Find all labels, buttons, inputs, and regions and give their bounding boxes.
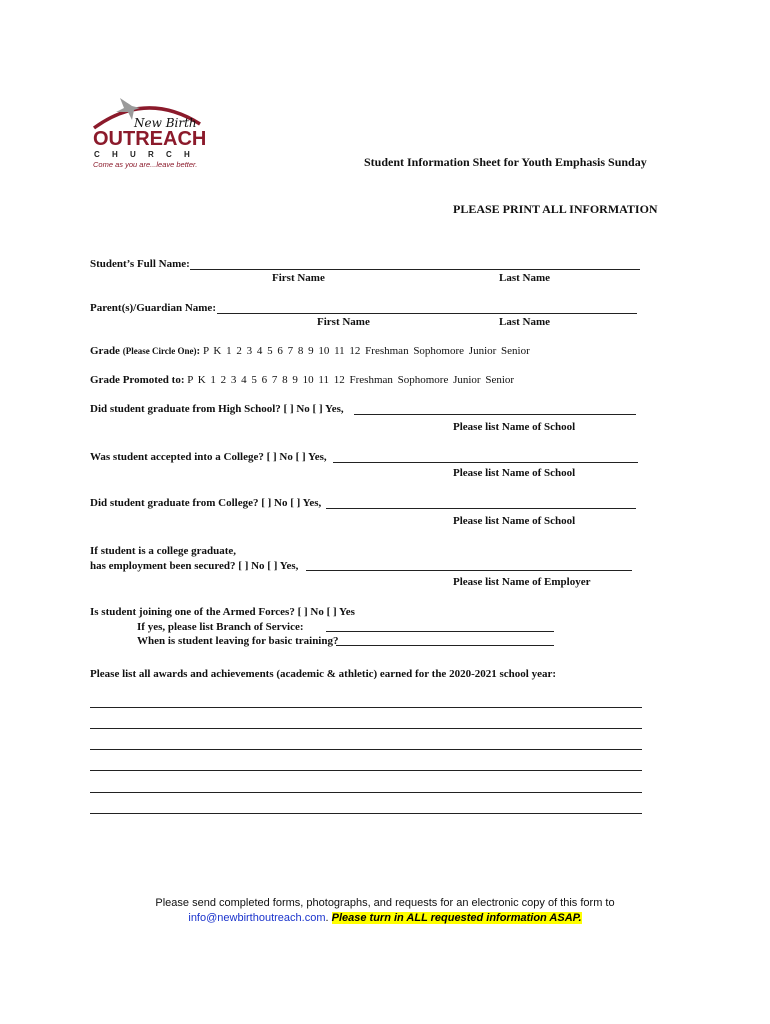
page-subtitle: PLEASE PRINT ALL INFORMATION [453,202,658,216]
guardian-first-caption: First Name [317,316,370,328]
college-grad-line[interactable] [326,508,636,509]
employment-line1: If student is a college graduate, [90,545,237,557]
awards-line[interactable] [90,707,642,708]
college-accept-line[interactable] [333,462,638,463]
student-name-line[interactable] [190,269,640,270]
awards-line[interactable] [90,728,642,729]
leaving-label: When is student leaving for basic training? [137,635,339,647]
footer-highlight: Please turn in ALL requested information ASAP. [331,912,582,924]
footer-line1: Please send completed forms, photographs, and requests for an electronic copy of this form to [155,897,615,909]
grade-colon: : [196,345,201,357]
branch-line[interactable] [326,631,554,632]
footer-email-link[interactable]: info@newbirthoutreach.com [188,912,326,924]
college-accept-question[interactable]: Was student accepted into a College? [ ] No [ ] Yes, [90,451,327,463]
student-first-caption: First Name [272,272,325,284]
awards-line[interactable] [90,792,642,793]
high-school-caption: Please list Name of School [453,421,576,433]
high-school-line[interactable] [354,414,636,415]
grade-note: (Please Circle One) [122,346,197,356]
awards-line[interactable] [90,813,642,814]
college-grad-caption: Please list Name of School [453,515,576,527]
logo-main-text: OUTREACH [93,128,207,150]
college-grad-question[interactable]: Did student graduate from College? [ ] No [ ] Yes, [90,497,322,509]
logo-script-text: New Birth [134,116,197,130]
grade-promoted-label: Grade Promoted to: [90,374,185,386]
grade-promoted-row [90,374,514,386]
employment-question[interactable]: has employment been secured? [ ] No [ ] Yes, [90,560,299,572]
employment-caption: Please list Name of Employer [453,576,591,588]
grade-promoted-options[interactable]: P K 1 2 3 4 5 6 7 8 9 10 11 12 Freshman Sophomore Junior Senior [187,374,515,386]
grade-row [90,345,530,357]
logo-sub-text: C H U R C H [94,150,195,159]
footer-line2 [0,912,770,924]
guardian-name-line[interactable] [217,313,637,314]
awards-label: Please list all awards and achievements (academic & athletic) earned for the 2020-2021 school year: [90,668,556,680]
awards-line[interactable] [90,770,642,771]
guardian-last-caption: Last Name [499,316,551,328]
logo-tagline: Come as you are...leave better. [93,160,198,169]
armed-forces-question[interactable]: Is student joining one of the Armed Forces? [ ] No [ ] Yes [90,606,355,618]
student-name-label: Student’s Full Name: [90,258,190,270]
page-title: Student Information Sheet for Youth Emphasis Sunday [364,155,647,169]
church-logo [88,94,208,170]
grade-options[interactable]: P K 1 2 3 4 5 6 7 8 9 10 11 12 Freshman Sophomore Junior Senior [202,345,530,357]
student-last-caption: Last Name [499,272,551,284]
leaving-line[interactable] [336,645,554,646]
grade-label: Grade [90,345,120,357]
guardian-name-label: Parent(s)/Guardian Name: [90,302,216,314]
awards-line[interactable] [90,749,642,750]
footer-separator: . [325,912,332,924]
high-school-question[interactable]: Did student graduate from High School? [ ] No [ ] Yes, [90,403,344,415]
branch-label: If yes, please list Branch of Service: [137,621,304,633]
college-accept-caption: Please list Name of School [453,467,576,479]
employment-line[interactable] [306,570,632,571]
